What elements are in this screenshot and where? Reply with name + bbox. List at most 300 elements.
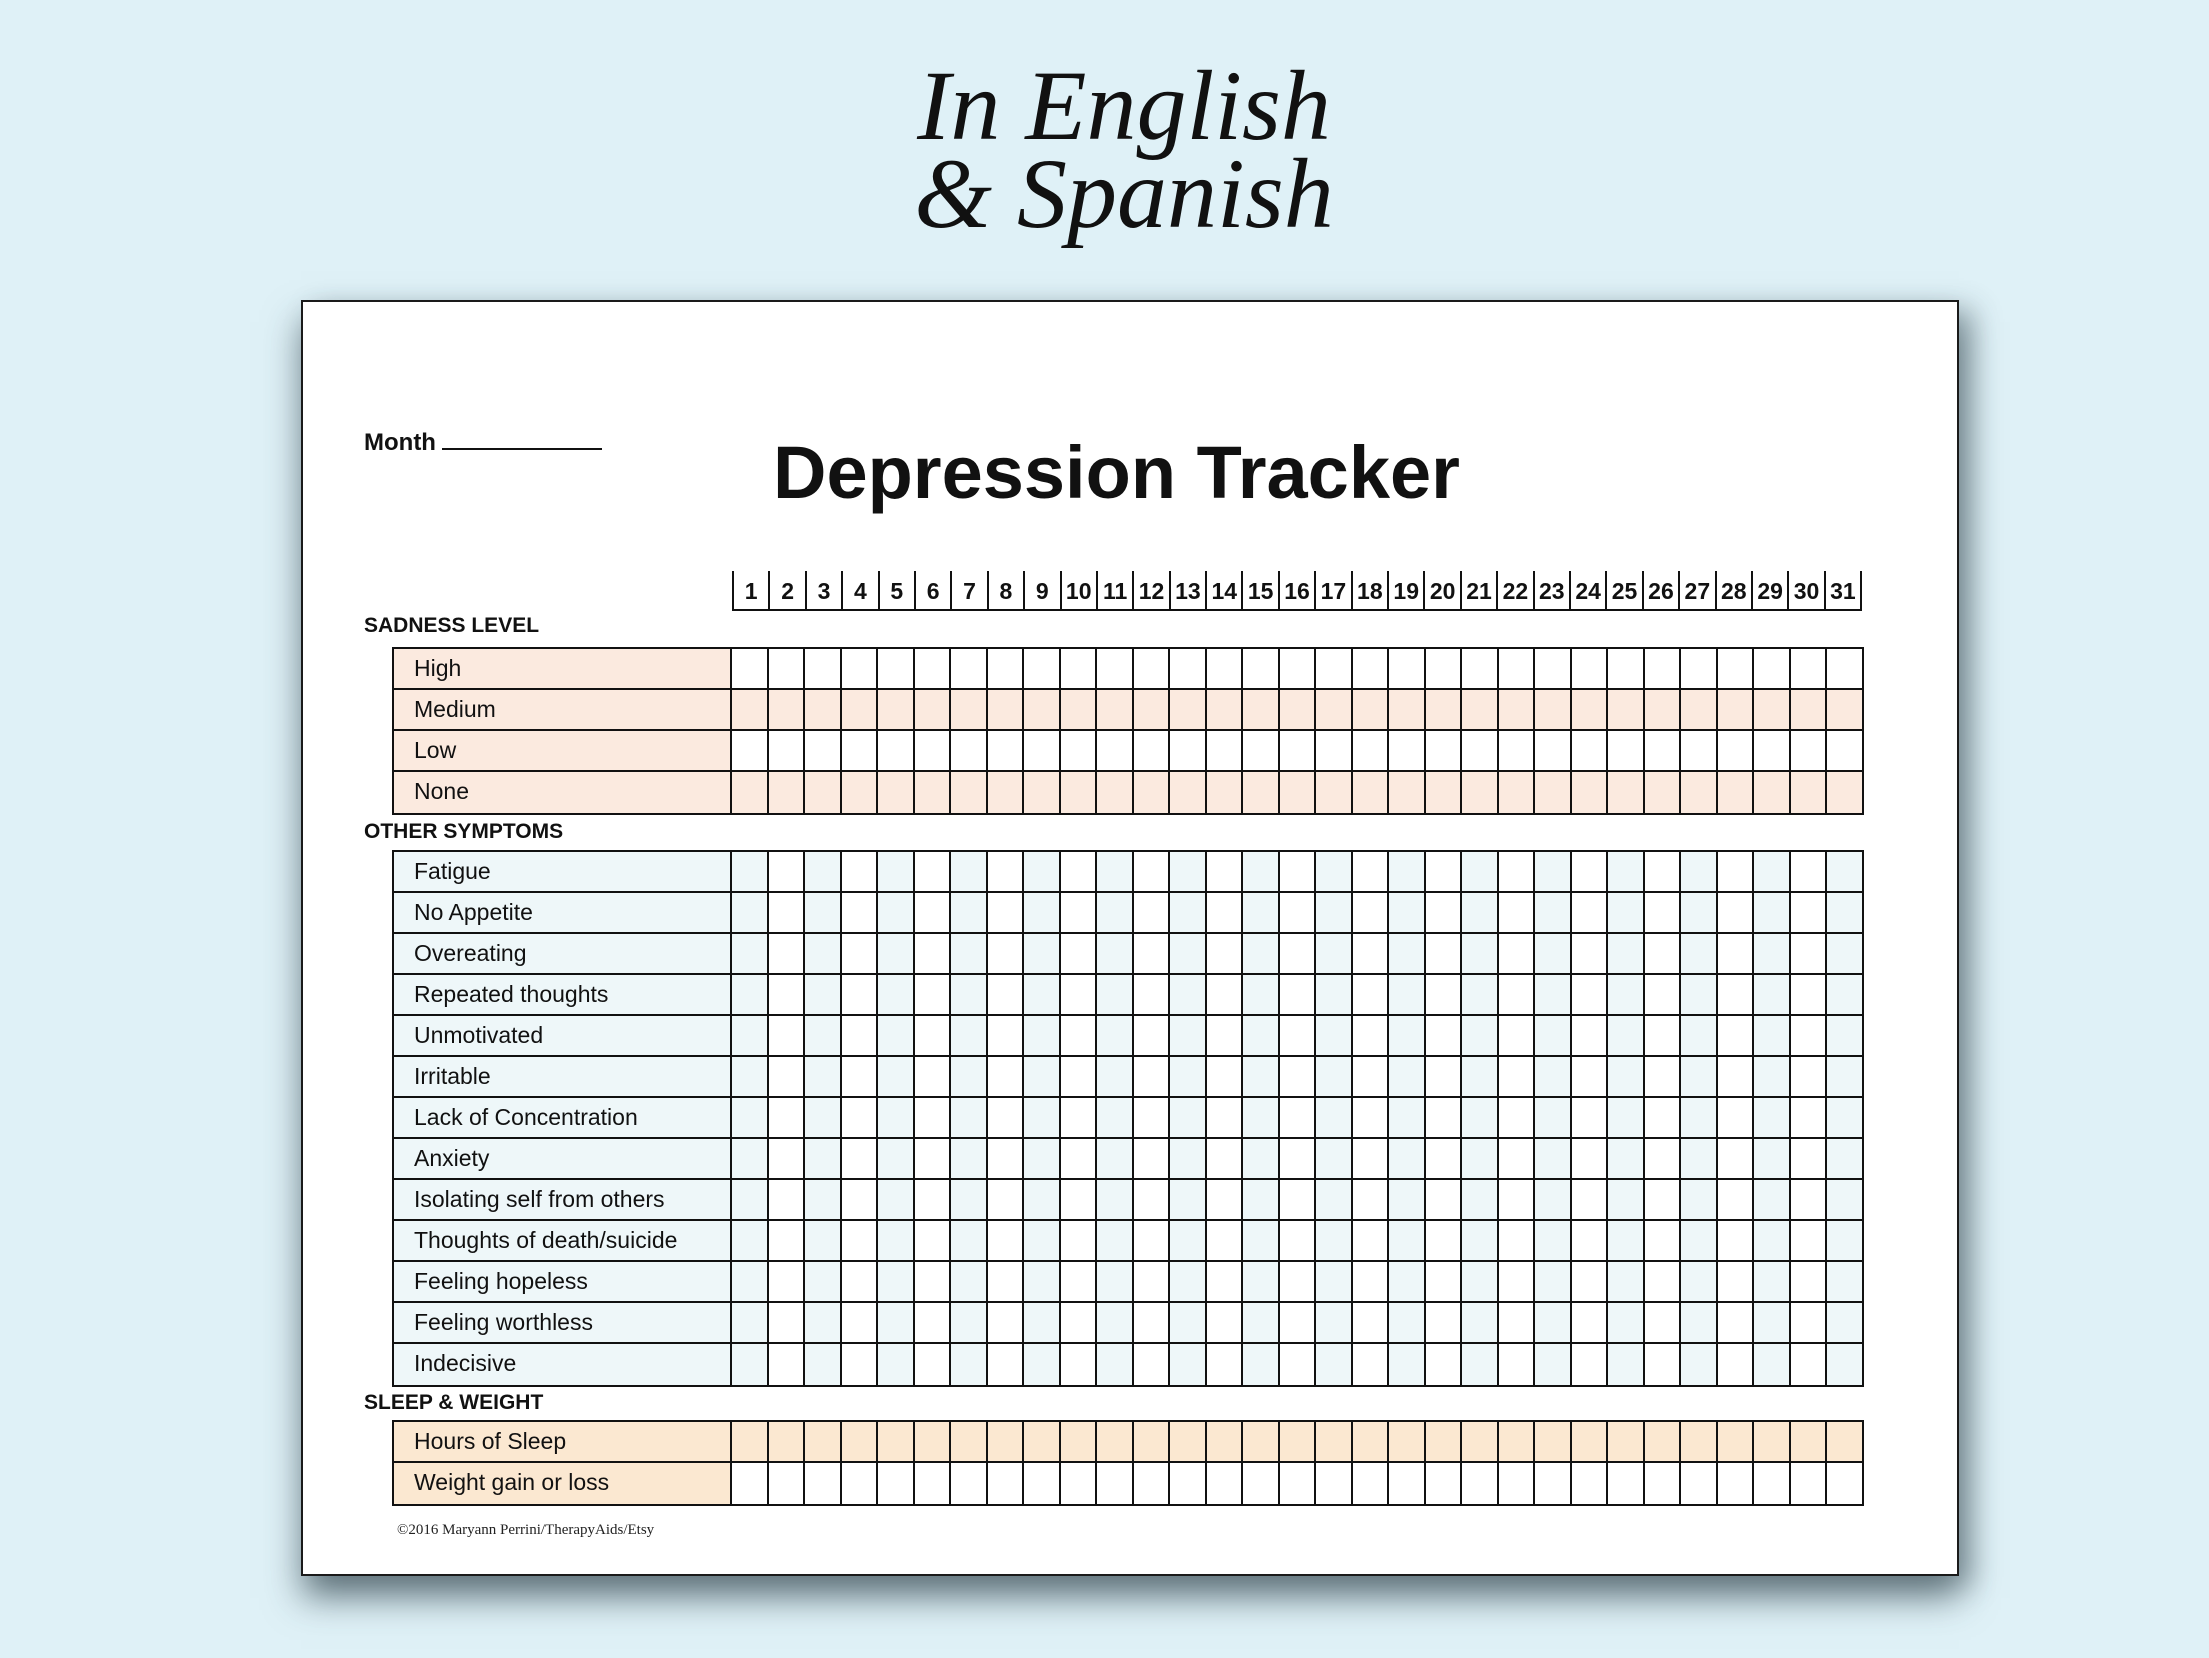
day-checkbox-cell[interactable] xyxy=(1353,649,1390,688)
day-checkbox-cell[interactable] xyxy=(878,893,915,932)
day-checkbox-cell[interactable] xyxy=(1827,934,1862,973)
day-checkbox-cell[interactable] xyxy=(732,1057,769,1096)
day-checkbox-cell[interactable] xyxy=(732,1344,769,1385)
day-checkbox-cell[interactable] xyxy=(1024,731,1061,770)
day-checkbox-cell[interactable] xyxy=(1535,1463,1572,1504)
day-checkbox-cell[interactable] xyxy=(1791,1057,1828,1096)
day-checkbox-cell[interactable] xyxy=(1061,893,1098,932)
day-checkbox-cell[interactable] xyxy=(1024,1016,1061,1055)
day-checkbox-cell[interactable] xyxy=(1645,1303,1682,1342)
day-checkbox-cell[interactable] xyxy=(915,1180,952,1219)
day-checkbox-cell[interactable] xyxy=(1170,649,1207,688)
day-checkbox-cell[interactable] xyxy=(1134,1221,1171,1260)
day-checkbox-cell[interactable] xyxy=(1499,1098,1536,1137)
day-checkbox-cell[interactable] xyxy=(1572,1180,1609,1219)
day-checkbox-cell[interactable] xyxy=(842,690,879,729)
day-checkbox-cell[interactable] xyxy=(1608,1463,1645,1504)
day-checkbox-cell[interactable] xyxy=(805,731,842,770)
day-checkbox-cell[interactable] xyxy=(1389,1180,1426,1219)
day-checkbox-cell[interactable] xyxy=(1426,1098,1463,1137)
day-checkbox-cell[interactable] xyxy=(1754,1344,1791,1385)
day-checkbox-cell[interactable] xyxy=(1827,1098,1862,1137)
day-checkbox-cell[interactable] xyxy=(1207,975,1244,1014)
day-checkbox-cell[interactable] xyxy=(1207,731,1244,770)
day-checkbox-cell[interactable] xyxy=(1389,1422,1426,1461)
day-checkbox-cell[interactable] xyxy=(1280,934,1317,973)
day-checkbox-cell[interactable] xyxy=(1462,1016,1499,1055)
day-checkbox-cell[interactable] xyxy=(1024,649,1061,688)
day-checkbox-cell[interactable] xyxy=(1608,852,1645,891)
day-checkbox-cell[interactable] xyxy=(1207,690,1244,729)
day-checkbox-cell[interactable] xyxy=(1718,1344,1755,1385)
day-checkbox-cell[interactable] xyxy=(1243,893,1280,932)
day-checkbox-cell[interactable] xyxy=(878,1057,915,1096)
day-checkbox-cell[interactable] xyxy=(1499,1057,1536,1096)
day-checkbox-cell[interactable] xyxy=(988,975,1025,1014)
day-checkbox-cell[interactable] xyxy=(878,1180,915,1219)
day-checkbox-cell[interactable] xyxy=(1791,1422,1828,1461)
day-checkbox-cell[interactable] xyxy=(1535,1303,1572,1342)
day-checkbox-cell[interactable] xyxy=(1608,893,1645,932)
day-checkbox-cell[interactable] xyxy=(915,690,952,729)
day-checkbox-cell[interactable] xyxy=(1645,1057,1682,1096)
day-checkbox-cell[interactable] xyxy=(1499,852,1536,891)
day-checkbox-cell[interactable] xyxy=(1754,1303,1791,1342)
day-checkbox-cell[interactable] xyxy=(1207,1463,1244,1504)
day-checkbox-cell[interactable] xyxy=(1645,690,1682,729)
day-checkbox-cell[interactable] xyxy=(1791,690,1828,729)
day-checkbox-cell[interactable] xyxy=(1426,1262,1463,1301)
day-checkbox-cell[interactable] xyxy=(1097,1221,1134,1260)
day-checkbox-cell[interactable] xyxy=(1462,975,1499,1014)
day-checkbox-cell[interactable] xyxy=(1316,975,1353,1014)
day-checkbox-cell[interactable] xyxy=(1243,1139,1280,1178)
day-checkbox-cell[interactable] xyxy=(1535,1139,1572,1178)
day-checkbox-cell[interactable] xyxy=(1681,1463,1718,1504)
day-checkbox-cell[interactable] xyxy=(1426,1221,1463,1260)
day-checkbox-cell[interactable] xyxy=(1280,1016,1317,1055)
day-checkbox-cell[interactable] xyxy=(951,1098,988,1137)
day-checkbox-cell[interactable] xyxy=(1243,649,1280,688)
day-checkbox-cell[interactable] xyxy=(1608,1221,1645,1260)
day-checkbox-cell[interactable] xyxy=(988,772,1025,813)
day-checkbox-cell[interactable] xyxy=(1681,1303,1718,1342)
day-checkbox-cell[interactable] xyxy=(1280,772,1317,813)
day-checkbox-cell[interactable] xyxy=(1462,893,1499,932)
day-checkbox-cell[interactable] xyxy=(988,690,1025,729)
day-checkbox-cell[interactable] xyxy=(1572,934,1609,973)
day-checkbox-cell[interactable] xyxy=(1134,1139,1171,1178)
day-checkbox-cell[interactable] xyxy=(878,1016,915,1055)
day-checkbox-cell[interactable] xyxy=(1170,1344,1207,1385)
day-checkbox-cell[interactable] xyxy=(1024,1221,1061,1260)
day-checkbox-cell[interactable] xyxy=(1754,852,1791,891)
day-checkbox-cell[interactable] xyxy=(1280,690,1317,729)
day-checkbox-cell[interactable] xyxy=(1316,1016,1353,1055)
day-checkbox-cell[interactable] xyxy=(1608,1344,1645,1385)
day-checkbox-cell[interactable] xyxy=(1827,852,1862,891)
day-checkbox-cell[interactable] xyxy=(1207,1057,1244,1096)
day-checkbox-cell[interactable] xyxy=(732,1139,769,1178)
day-checkbox-cell[interactable] xyxy=(842,731,879,770)
day-checkbox-cell[interactable] xyxy=(1499,649,1536,688)
day-checkbox-cell[interactable] xyxy=(1353,690,1390,729)
day-checkbox-cell[interactable] xyxy=(878,649,915,688)
day-checkbox-cell[interactable] xyxy=(988,1344,1025,1385)
day-checkbox-cell[interactable] xyxy=(1207,1139,1244,1178)
day-checkbox-cell[interactable] xyxy=(1024,690,1061,729)
day-checkbox-cell[interactable] xyxy=(951,1180,988,1219)
day-checkbox-cell[interactable] xyxy=(1243,731,1280,770)
day-checkbox-cell[interactable] xyxy=(1462,1098,1499,1137)
day-checkbox-cell[interactable] xyxy=(1389,893,1426,932)
day-checkbox-cell[interactable] xyxy=(1754,1057,1791,1096)
day-checkbox-cell[interactable] xyxy=(1499,893,1536,932)
day-checkbox-cell[interactable] xyxy=(1280,1221,1317,1260)
day-checkbox-cell[interactable] xyxy=(1645,893,1682,932)
day-checkbox-cell[interactable] xyxy=(1681,852,1718,891)
day-checkbox-cell[interactable] xyxy=(1535,852,1572,891)
day-checkbox-cell[interactable] xyxy=(1608,731,1645,770)
day-checkbox-cell[interactable] xyxy=(805,934,842,973)
day-checkbox-cell[interactable] xyxy=(1316,1262,1353,1301)
day-checkbox-cell[interactable] xyxy=(769,852,806,891)
day-checkbox-cell[interactable] xyxy=(805,1463,842,1504)
day-checkbox-cell[interactable] xyxy=(1061,649,1098,688)
day-checkbox-cell[interactable] xyxy=(1462,1344,1499,1385)
day-checkbox-cell[interactable] xyxy=(1754,1016,1791,1055)
day-checkbox-cell[interactable] xyxy=(1718,772,1755,813)
day-checkbox-cell[interactable] xyxy=(1389,1303,1426,1342)
day-checkbox-cell[interactable] xyxy=(1353,1139,1390,1178)
day-checkbox-cell[interactable] xyxy=(878,934,915,973)
day-checkbox-cell[interactable] xyxy=(1426,893,1463,932)
day-checkbox-cell[interactable] xyxy=(1535,1098,1572,1137)
day-checkbox-cell[interactable] xyxy=(1718,893,1755,932)
day-checkbox-cell[interactable] xyxy=(1097,934,1134,973)
day-checkbox-cell[interactable] xyxy=(951,975,988,1014)
day-checkbox-cell[interactable] xyxy=(1462,731,1499,770)
day-checkbox-cell[interactable] xyxy=(915,1422,952,1461)
day-checkbox-cell[interactable] xyxy=(1170,1463,1207,1504)
day-checkbox-cell[interactable] xyxy=(769,772,806,813)
day-checkbox-cell[interactable] xyxy=(1316,1098,1353,1137)
day-checkbox-cell[interactable] xyxy=(1243,1303,1280,1342)
day-checkbox-cell[interactable] xyxy=(1681,1016,1718,1055)
day-checkbox-cell[interactable] xyxy=(805,772,842,813)
day-checkbox-cell[interactable] xyxy=(1316,1422,1353,1461)
day-checkbox-cell[interactable] xyxy=(842,1303,879,1342)
day-checkbox-cell[interactable] xyxy=(951,1262,988,1301)
day-checkbox-cell[interactable] xyxy=(1170,1303,1207,1342)
day-checkbox-cell[interactable] xyxy=(1426,975,1463,1014)
day-checkbox-cell[interactable] xyxy=(878,772,915,813)
day-checkbox-cell[interactable] xyxy=(1718,1016,1755,1055)
day-checkbox-cell[interactable] xyxy=(1024,975,1061,1014)
day-checkbox-cell[interactable] xyxy=(1718,1139,1755,1178)
day-checkbox-cell[interactable] xyxy=(1718,1422,1755,1461)
day-checkbox-cell[interactable] xyxy=(915,731,952,770)
day-checkbox-cell[interactable] xyxy=(1535,649,1572,688)
day-checkbox-cell[interactable] xyxy=(805,1344,842,1385)
day-checkbox-cell[interactable] xyxy=(1061,690,1098,729)
day-checkbox-cell[interactable] xyxy=(1353,975,1390,1014)
day-checkbox-cell[interactable] xyxy=(1645,1180,1682,1219)
day-checkbox-cell[interactable] xyxy=(1754,690,1791,729)
day-checkbox-cell[interactable] xyxy=(1791,1139,1828,1178)
day-checkbox-cell[interactable] xyxy=(1097,1303,1134,1342)
day-checkbox-cell[interactable] xyxy=(1426,1303,1463,1342)
day-checkbox-cell[interactable] xyxy=(951,1057,988,1096)
day-checkbox-cell[interactable] xyxy=(1243,1098,1280,1137)
day-checkbox-cell[interactable] xyxy=(915,1057,952,1096)
day-checkbox-cell[interactable] xyxy=(1389,934,1426,973)
day-checkbox-cell[interactable] xyxy=(805,649,842,688)
day-checkbox-cell[interactable] xyxy=(1827,1303,1862,1342)
day-checkbox-cell[interactable] xyxy=(1280,1180,1317,1219)
day-checkbox-cell[interactable] xyxy=(732,1303,769,1342)
day-checkbox-cell[interactable] xyxy=(1061,731,1098,770)
day-checkbox-cell[interactable] xyxy=(1024,852,1061,891)
day-checkbox-cell[interactable] xyxy=(1316,1463,1353,1504)
day-checkbox-cell[interactable] xyxy=(1572,1463,1609,1504)
day-checkbox-cell[interactable] xyxy=(1499,1016,1536,1055)
day-checkbox-cell[interactable] xyxy=(951,1422,988,1461)
day-checkbox-cell[interactable] xyxy=(988,1180,1025,1219)
day-checkbox-cell[interactable] xyxy=(1389,1057,1426,1096)
day-checkbox-cell[interactable] xyxy=(1426,1463,1463,1504)
day-checkbox-cell[interactable] xyxy=(1024,1057,1061,1096)
day-checkbox-cell[interactable] xyxy=(915,975,952,1014)
day-checkbox-cell[interactable] xyxy=(1316,1344,1353,1385)
day-checkbox-cell[interactable] xyxy=(842,975,879,1014)
day-checkbox-cell[interactable] xyxy=(1535,1262,1572,1301)
day-checkbox-cell[interactable] xyxy=(915,1016,952,1055)
day-checkbox-cell[interactable] xyxy=(1572,1221,1609,1260)
day-checkbox-cell[interactable] xyxy=(1681,1139,1718,1178)
day-checkbox-cell[interactable] xyxy=(732,893,769,932)
day-checkbox-cell[interactable] xyxy=(1097,1422,1134,1461)
day-checkbox-cell[interactable] xyxy=(1754,1221,1791,1260)
day-checkbox-cell[interactable] xyxy=(878,690,915,729)
month-blank-line[interactable] xyxy=(442,430,602,450)
day-checkbox-cell[interactable] xyxy=(1572,731,1609,770)
day-checkbox-cell[interactable] xyxy=(842,1016,879,1055)
day-checkbox-cell[interactable] xyxy=(951,1016,988,1055)
day-checkbox-cell[interactable] xyxy=(951,852,988,891)
day-checkbox-cell[interactable] xyxy=(1572,1344,1609,1385)
day-checkbox-cell[interactable] xyxy=(1462,1262,1499,1301)
day-checkbox-cell[interactable] xyxy=(1572,1422,1609,1461)
day-checkbox-cell[interactable] xyxy=(988,1016,1025,1055)
day-checkbox-cell[interactable] xyxy=(878,1463,915,1504)
day-checkbox-cell[interactable] xyxy=(878,975,915,1014)
day-checkbox-cell[interactable] xyxy=(1134,1344,1171,1385)
day-checkbox-cell[interactable] xyxy=(878,1344,915,1385)
day-checkbox-cell[interactable] xyxy=(1462,690,1499,729)
day-checkbox-cell[interactable] xyxy=(1791,934,1828,973)
day-checkbox-cell[interactable] xyxy=(805,1303,842,1342)
day-checkbox-cell[interactable] xyxy=(1097,852,1134,891)
day-checkbox-cell[interactable] xyxy=(1389,1221,1426,1260)
day-checkbox-cell[interactable] xyxy=(1207,772,1244,813)
day-checkbox-cell[interactable] xyxy=(1134,1463,1171,1504)
day-checkbox-cell[interactable] xyxy=(1608,934,1645,973)
day-checkbox-cell[interactable] xyxy=(988,1221,1025,1260)
day-checkbox-cell[interactable] xyxy=(732,1463,769,1504)
day-checkbox-cell[interactable] xyxy=(1024,1422,1061,1461)
day-checkbox-cell[interactable] xyxy=(1134,1016,1171,1055)
day-checkbox-cell[interactable] xyxy=(1316,1180,1353,1219)
day-checkbox-cell[interactable] xyxy=(1681,1057,1718,1096)
day-checkbox-cell[interactable] xyxy=(732,731,769,770)
day-checkbox-cell[interactable] xyxy=(1572,1016,1609,1055)
day-checkbox-cell[interactable] xyxy=(842,1422,879,1461)
day-checkbox-cell[interactable] xyxy=(1827,1344,1862,1385)
day-checkbox-cell[interactable] xyxy=(1316,1139,1353,1178)
day-checkbox-cell[interactable] xyxy=(1827,893,1862,932)
day-checkbox-cell[interactable] xyxy=(1827,1139,1862,1178)
day-checkbox-cell[interactable] xyxy=(1827,1180,1862,1219)
day-checkbox-cell[interactable] xyxy=(1389,731,1426,770)
day-checkbox-cell[interactable] xyxy=(1243,1221,1280,1260)
day-checkbox-cell[interactable] xyxy=(1024,1303,1061,1342)
day-checkbox-cell[interactable] xyxy=(1207,1098,1244,1137)
day-checkbox-cell[interactable] xyxy=(1827,1463,1862,1504)
day-checkbox-cell[interactable] xyxy=(1389,975,1426,1014)
day-checkbox-cell[interactable] xyxy=(805,852,842,891)
day-checkbox-cell[interactable] xyxy=(915,649,952,688)
day-checkbox-cell[interactable] xyxy=(1389,1262,1426,1301)
day-checkbox-cell[interactable] xyxy=(1389,690,1426,729)
day-checkbox-cell[interactable] xyxy=(1280,1422,1317,1461)
day-checkbox-cell[interactable] xyxy=(1243,1180,1280,1219)
day-checkbox-cell[interactable] xyxy=(915,772,952,813)
day-checkbox-cell[interactable] xyxy=(1499,1422,1536,1461)
day-checkbox-cell[interactable] xyxy=(1280,731,1317,770)
day-checkbox-cell[interactable] xyxy=(805,690,842,729)
day-checkbox-cell[interactable] xyxy=(732,772,769,813)
day-checkbox-cell[interactable] xyxy=(1681,934,1718,973)
day-checkbox-cell[interactable] xyxy=(1645,1262,1682,1301)
day-checkbox-cell[interactable] xyxy=(732,1016,769,1055)
day-checkbox-cell[interactable] xyxy=(1097,1057,1134,1096)
day-checkbox-cell[interactable] xyxy=(1207,1016,1244,1055)
day-checkbox-cell[interactable] xyxy=(1754,1422,1791,1461)
day-checkbox-cell[interactable] xyxy=(1316,852,1353,891)
day-checkbox-cell[interactable] xyxy=(1316,649,1353,688)
day-checkbox-cell[interactable] xyxy=(951,772,988,813)
day-checkbox-cell[interactable] xyxy=(988,1057,1025,1096)
day-checkbox-cell[interactable] xyxy=(1207,893,1244,932)
day-checkbox-cell[interactable] xyxy=(1170,893,1207,932)
day-checkbox-cell[interactable] xyxy=(1754,1139,1791,1178)
day-checkbox-cell[interactable] xyxy=(878,1262,915,1301)
day-checkbox-cell[interactable] xyxy=(1170,1262,1207,1301)
day-checkbox-cell[interactable] xyxy=(1681,690,1718,729)
day-checkbox-cell[interactable] xyxy=(1280,1262,1317,1301)
day-checkbox-cell[interactable] xyxy=(1645,1344,1682,1385)
day-checkbox-cell[interactable] xyxy=(1718,1221,1755,1260)
day-checkbox-cell[interactable] xyxy=(1827,975,1862,1014)
day-checkbox-cell[interactable] xyxy=(951,1303,988,1342)
day-checkbox-cell[interactable] xyxy=(732,649,769,688)
day-checkbox-cell[interactable] xyxy=(1353,1344,1390,1385)
day-checkbox-cell[interactable] xyxy=(1134,1422,1171,1461)
day-checkbox-cell[interactable] xyxy=(1499,1221,1536,1260)
day-checkbox-cell[interactable] xyxy=(1827,1016,1862,1055)
day-checkbox-cell[interactable] xyxy=(1316,1057,1353,1096)
day-checkbox-cell[interactable] xyxy=(1681,893,1718,932)
day-checkbox-cell[interactable] xyxy=(1535,1016,1572,1055)
day-checkbox-cell[interactable] xyxy=(1353,731,1390,770)
day-checkbox-cell[interactable] xyxy=(1061,1221,1098,1260)
day-checkbox-cell[interactable] xyxy=(1134,649,1171,688)
day-checkbox-cell[interactable] xyxy=(1718,690,1755,729)
day-checkbox-cell[interactable] xyxy=(1462,1463,1499,1504)
day-checkbox-cell[interactable] xyxy=(1243,1057,1280,1096)
day-checkbox-cell[interactable] xyxy=(842,893,879,932)
day-checkbox-cell[interactable] xyxy=(1754,649,1791,688)
day-checkbox-cell[interactable] xyxy=(988,1422,1025,1461)
day-checkbox-cell[interactable] xyxy=(1572,893,1609,932)
day-checkbox-cell[interactable] xyxy=(1316,1221,1353,1260)
day-checkbox-cell[interactable] xyxy=(1024,1262,1061,1301)
day-checkbox-cell[interactable] xyxy=(1754,1262,1791,1301)
day-checkbox-cell[interactable] xyxy=(915,1344,952,1385)
day-checkbox-cell[interactable] xyxy=(769,1303,806,1342)
day-checkbox-cell[interactable] xyxy=(732,975,769,1014)
day-checkbox-cell[interactable] xyxy=(988,1463,1025,1504)
day-checkbox-cell[interactable] xyxy=(1061,1303,1098,1342)
day-checkbox-cell[interactable] xyxy=(1718,1303,1755,1342)
day-checkbox-cell[interactable] xyxy=(1280,1463,1317,1504)
day-checkbox-cell[interactable] xyxy=(1608,1057,1645,1096)
day-checkbox-cell[interactable] xyxy=(1061,772,1098,813)
day-checkbox-cell[interactable] xyxy=(1791,1262,1828,1301)
day-checkbox-cell[interactable] xyxy=(988,852,1025,891)
day-checkbox-cell[interactable] xyxy=(1353,1303,1390,1342)
day-checkbox-cell[interactable] xyxy=(1645,1221,1682,1260)
day-checkbox-cell[interactable] xyxy=(1462,1221,1499,1260)
day-checkbox-cell[interactable] xyxy=(1827,1221,1862,1260)
day-checkbox-cell[interactable] xyxy=(1353,934,1390,973)
day-checkbox-cell[interactable] xyxy=(1426,852,1463,891)
day-checkbox-cell[interactable] xyxy=(1754,893,1791,932)
day-checkbox-cell[interactable] xyxy=(1608,1262,1645,1301)
day-checkbox-cell[interactable] xyxy=(1134,1098,1171,1137)
day-checkbox-cell[interactable] xyxy=(1353,1098,1390,1137)
day-checkbox-cell[interactable] xyxy=(1499,1303,1536,1342)
day-checkbox-cell[interactable] xyxy=(842,1344,879,1385)
day-checkbox-cell[interactable] xyxy=(769,934,806,973)
day-checkbox-cell[interactable] xyxy=(1353,1057,1390,1096)
day-checkbox-cell[interactable] xyxy=(878,1098,915,1137)
day-checkbox-cell[interactable] xyxy=(915,1463,952,1504)
day-checkbox-cell[interactable] xyxy=(732,1098,769,1137)
day-checkbox-cell[interactable] xyxy=(1645,731,1682,770)
day-checkbox-cell[interactable] xyxy=(769,893,806,932)
day-checkbox-cell[interactable] xyxy=(1426,772,1463,813)
day-checkbox-cell[interactable] xyxy=(1353,1262,1390,1301)
day-checkbox-cell[interactable] xyxy=(842,1139,879,1178)
day-checkbox-cell[interactable] xyxy=(988,1098,1025,1137)
day-checkbox-cell[interactable] xyxy=(1024,1344,1061,1385)
day-checkbox-cell[interactable] xyxy=(1134,893,1171,932)
day-checkbox-cell[interactable] xyxy=(951,731,988,770)
day-checkbox-cell[interactable] xyxy=(988,1303,1025,1342)
day-checkbox-cell[interactable] xyxy=(1535,893,1572,932)
